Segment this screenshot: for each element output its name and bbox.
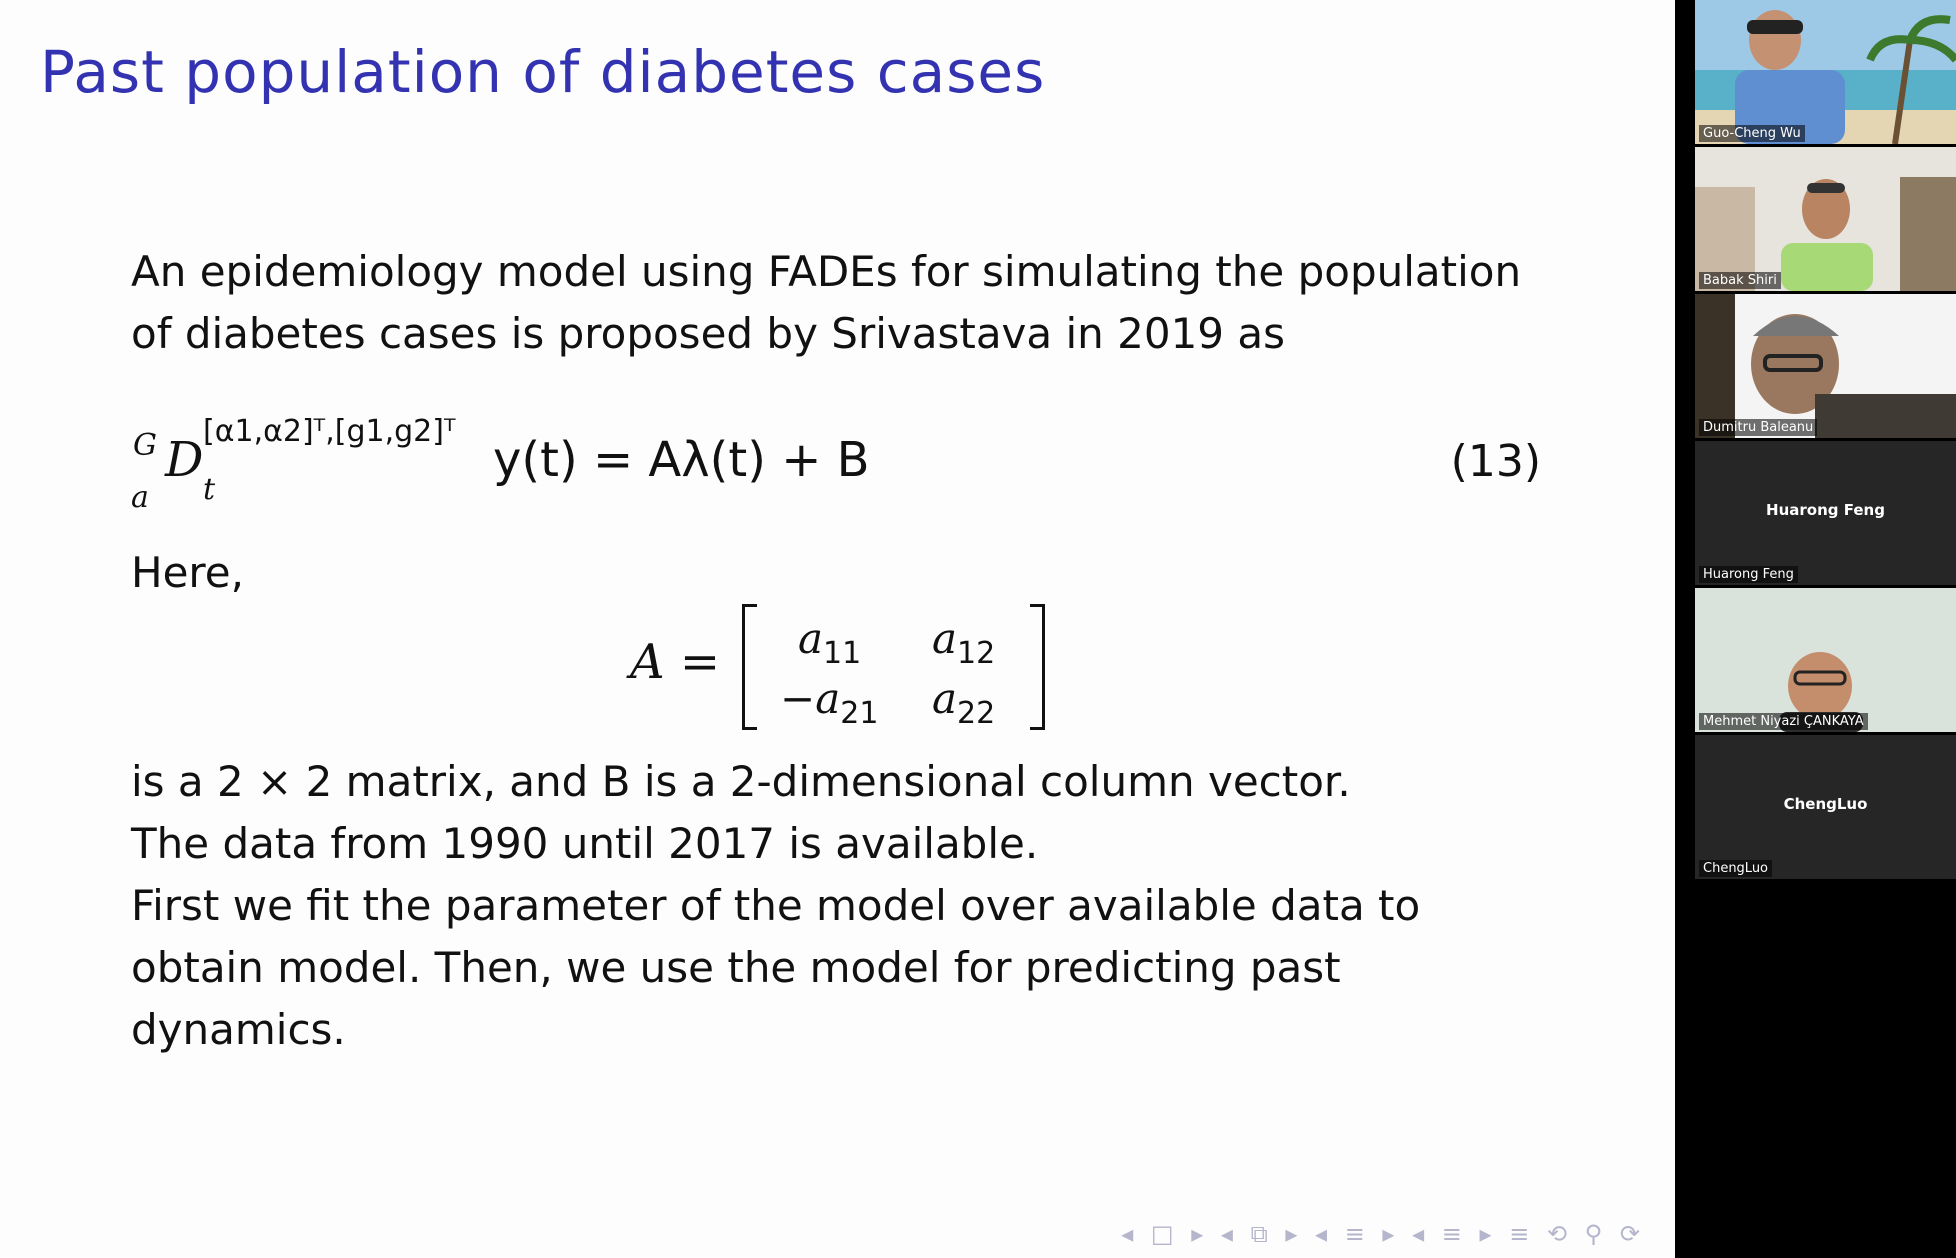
equation-superscript: [α1,α2]ᵀ,[g1,g2]ᵀ bbox=[203, 414, 456, 449]
participant-display-name: Huarong Feng bbox=[1766, 501, 1885, 519]
participant-name: Guo-Cheng Wu bbox=[1699, 125, 1805, 142]
participant-tile[interactable] bbox=[1695, 735, 1956, 879]
body-paragraph bbox=[131, 751, 1420, 1061]
participant-tile[interactable] bbox=[1695, 0, 1956, 144]
matrix-cell: $a_{12}$ bbox=[932, 614, 996, 671]
body-line: dynamics. bbox=[131, 1005, 346, 1054]
participant-name: Mehmet Niyazi ÇANKAYA bbox=[1699, 713, 1868, 730]
intro-paragraph bbox=[131, 241, 1521, 365]
participant-name: ChengLuo bbox=[1699, 860, 1772, 877]
equation-number: (13) bbox=[1450, 436, 1541, 487]
participant-tile[interactable] bbox=[1695, 441, 1956, 585]
equation-rhs: y(t) = Aλ(t) + B bbox=[493, 432, 870, 488]
body-line: The data from 1990 until 2017 is available. bbox=[131, 819, 1039, 868]
participant-name: Dumitru Baleanu bbox=[1699, 419, 1817, 436]
here-label: Here, bbox=[131, 548, 244, 597]
participant-tile[interactable] bbox=[1695, 588, 1956, 732]
equation-subscript: t bbox=[203, 472, 216, 507]
equation-13 bbox=[131, 414, 1541, 524]
participant-tile[interactable] bbox=[1695, 147, 1956, 291]
right-bracket bbox=[1030, 604, 1045, 730]
beamer-navigation-bar[interactable]: ◂ □ ▸ ◂ ⧉ ▸ ◂ ≡ ▸ ◂ ≡ ▸ ≡ ⟲ ⚲ ⟳ bbox=[1121, 1220, 1645, 1248]
equation-lower-left-index: a bbox=[131, 480, 149, 515]
video-feed-room bbox=[1695, 147, 1956, 291]
participants-panel bbox=[1691, 0, 1956, 1258]
matrix-lhs: A = bbox=[630, 634, 721, 690]
body-line: obtain model. Then, we use the model for predicting past bbox=[131, 943, 1341, 992]
intro-line: An epidemiology model using FADEs for simulating the population bbox=[131, 247, 1522, 296]
matrix-cell: $-a_{21}$ bbox=[780, 674, 879, 731]
equation-upper-left-index: G bbox=[133, 428, 157, 463]
slide-title: Past population of diabetes cases bbox=[40, 38, 1046, 106]
participant-display-name: ChengLuo bbox=[1783, 795, 1868, 813]
intro-line: of diabetes cases is proposed by Srivastava in 2019 as bbox=[131, 309, 1285, 358]
matrix-cell: $a_{22}$ bbox=[932, 674, 996, 731]
video-feed-office bbox=[1695, 294, 1956, 438]
participant-name: Huarong Feng bbox=[1699, 566, 1798, 583]
matrix-equation bbox=[630, 604, 1050, 731]
video-feed-beach bbox=[1695, 0, 1956, 144]
video-feed-plain-wall bbox=[1695, 588, 1956, 732]
matrix-cell: $a_{11}$ bbox=[798, 614, 862, 671]
body-line: First we fit the parameter of the model over available data to bbox=[131, 881, 1421, 930]
participant-name: Babak Shiri bbox=[1699, 272, 1781, 289]
equation-operator: D bbox=[165, 432, 204, 488]
body-line: is a 2 × 2 matrix, and B is a 2-dimensional column vector. bbox=[131, 757, 1351, 806]
participant-tile[interactable] bbox=[1695, 294, 1956, 438]
left-bracket bbox=[742, 604, 757, 730]
